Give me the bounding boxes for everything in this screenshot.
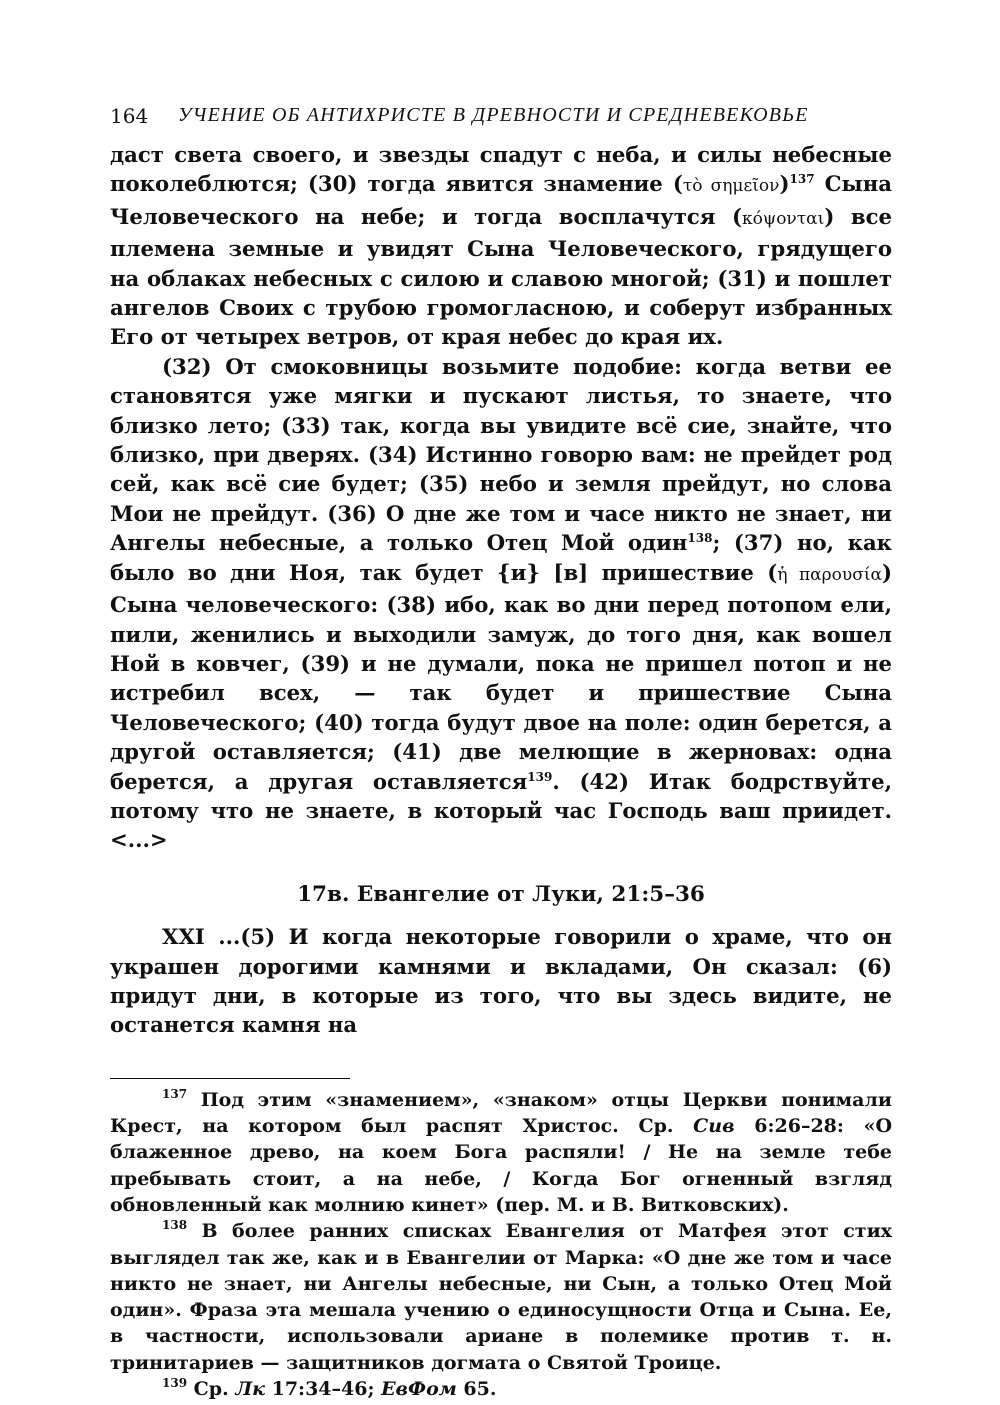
text-span: Под этим «знамением», «знаком» отцы Церкви понимали Крест, на котором был распят Христос. Ср.	[110, 1088, 892, 1138]
text-span: ) все племена земные и увидят Сына Человеческого, грядущего на облаках небесных с силою и славою многой; (31) и пошлет ангелов Своих с трубою громогласною, и соберут избранных Его от четырех ветров, от края небес до края их.	[110, 203, 892, 350]
text-span: 65.	[456, 1378, 497, 1401]
footnote-ref-138[interactable]: 138	[687, 531, 713, 546]
section-title: 17в. Евангелие от Луки, 21:5–36	[297, 881, 705, 907]
footnote-number: 137	[162, 1086, 188, 1101]
running-title: УЧЕНИЕ ОБ АНТИХРИСТЕ В ДРЕВНОСТИ И СРЕДНЕВЕКОВЬЕ	[178, 104, 809, 126]
footnote-number: 138	[162, 1218, 188, 1233]
italic-abbrev: Сив	[693, 1115, 735, 1138]
footnote-number: 139	[162, 1376, 188, 1391]
footnote-ref-137[interactable]: 137	[789, 172, 815, 187]
text-span: Ср.	[187, 1378, 236, 1401]
running-head	[110, 100, 892, 140]
paragraph-3: XXI ...(5) И когда некоторые говорили о храме, что он украшен дорогими камнями и вкладами, Он сказал: (6) придут дни, в которые из того, что вы здесь видите, не останется камня на	[110, 924, 892, 1038]
italic-abbrev: ЕвФом	[381, 1378, 457, 1401]
text-span: ; (37) но, как было во дни Ноя, так будет {и} [в] пришествие (	[110, 530, 892, 585]
greek-term: κόψονται	[742, 208, 825, 229]
page-number: 164	[110, 104, 149, 128]
footnote-139	[110, 1376, 892, 1402]
text-span: ) Сына человеческого: (38) ибо, как во дни перед потопом ели, пили, женились и выходили замуж, до того дня, как вошел Ной в ковчег, (39) и не думали, пока не пришел потоп и не истребил всех, — так будет и пришествие Сына Человеческого; (40) тогда будут двое на поле: один берется, а другой оставляется; (41) две мелющие в жерновах: одна берется, а другая оставляется	[110, 559, 892, 794]
text-span: (32) От смоковницы возьмите подобие: когда ветви ее становятся уже мягки и пускают листья, то знаете, что близко лето; (33) так, когда вы увидите всё сие, знайте, что близко, при дверях. (34) Истинно говорю вам: не прейдет род сей, как всё сие будет; (35) небо и земля прейдут, но слова Мои не прейдут. (36) О дне же том и часе никто не знает, ни Ангелы небесные, а только Отец Мой один	[110, 353, 892, 556]
text-span: Сына Человеческого на небе; и тогда восплачутся (	[110, 171, 892, 229]
main-text	[110, 140, 892, 1040]
greek-term: ἡ παρουσία	[777, 564, 882, 585]
italic-abbrev: Лк	[235, 1378, 265, 1401]
text-span: 17:34–46;	[265, 1378, 382, 1401]
text-span: )	[779, 171, 790, 197]
text-span: В более ранних списках Евангелия от Матфея этот стих выглядел так же, как и в Евангелии от Марка: «О дне же том и часе никто не знает, ни Ангелы небесные, ни Сын, а только Отец Мой один». Фраза эта мешала учению о единосущности Отца и Сына. Ее, в частности, использовали ариане в полемике против т. н. тринитариев — защитников догмата о Святой Троице.	[110, 1220, 892, 1374]
text-span: даст света своего, и звезды спадут с неба, и силы небесные поколеблются; (30) тогда явится знамение (	[110, 142, 892, 197]
footnote-138	[110, 1218, 892, 1376]
text-span: 6:26–28: «О блаженное древо, на коем Бога распяли! / Не на земле тебе пребывать стоит, а на небе, / Когда Бог огненный взгляд обновленный как молнию кинет» (пер. М. и В. Витковских).	[110, 1115, 892, 1216]
footnote-divider	[110, 1078, 350, 1079]
paragraph-1	[110, 140, 892, 352]
paragraph-2	[110, 352, 892, 855]
footnote-ref-139[interactable]: 139	[527, 769, 553, 784]
footnote-137	[110, 1087, 892, 1218]
text-span: . (42) Итак бодрствуйте, потому что не знаете, в который час Господь ваш приидет. <...>	[110, 768, 892, 853]
footnotes	[110, 1087, 892, 1403]
greek-term: τὸ σημεῖον	[682, 176, 780, 197]
book-page	[110, 100, 892, 1402]
